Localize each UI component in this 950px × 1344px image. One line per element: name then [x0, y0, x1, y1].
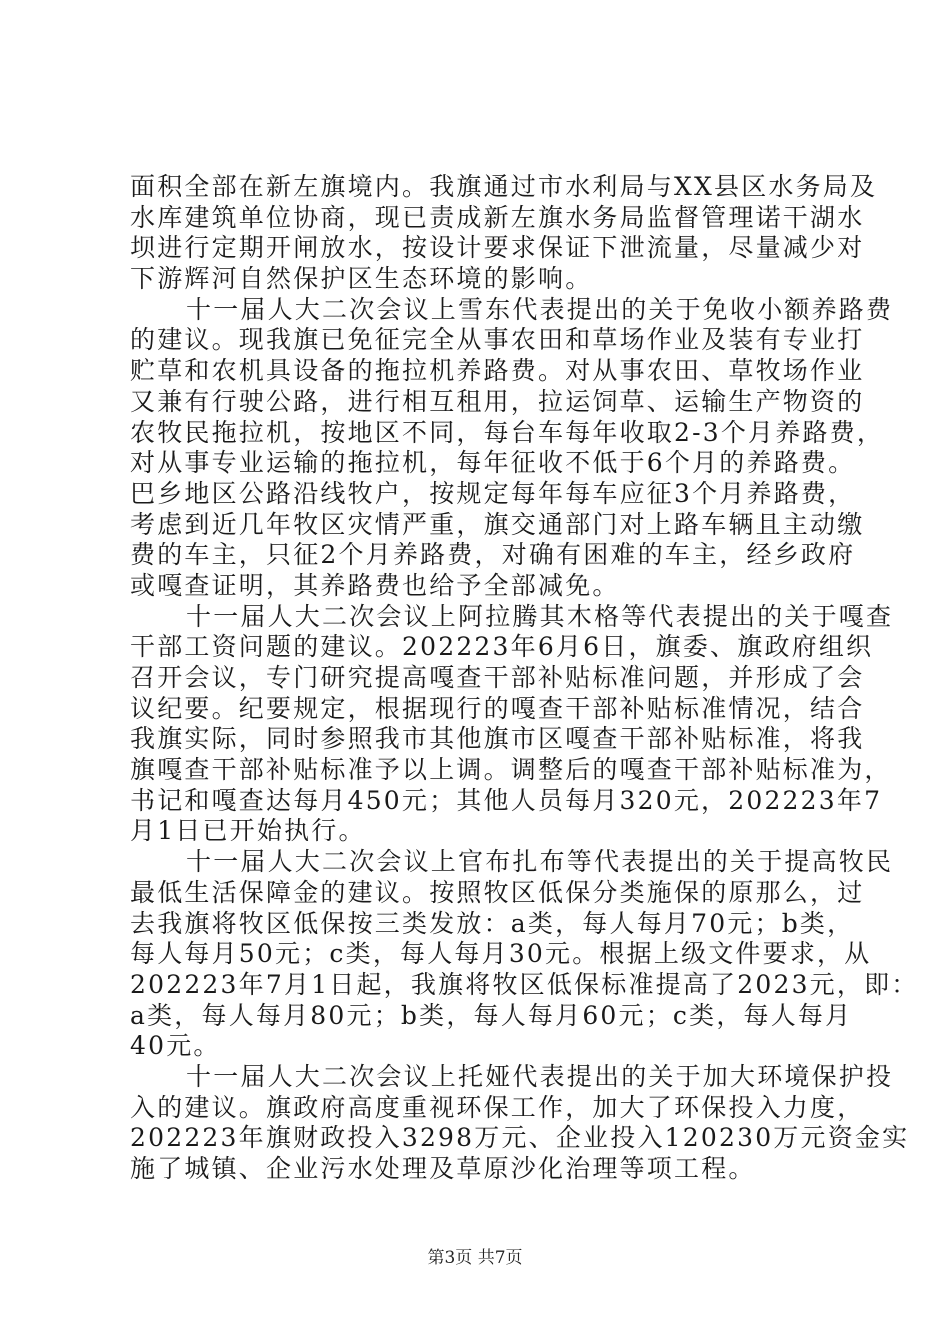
text-line: 月1日已开始执行。	[130, 816, 366, 846]
text-line: 又兼有行驶公路，进行相互租用，拉运饲草、运输生产物资的	[130, 386, 865, 416]
text-line: 对从事专业运输的拖拉机，每年征收不低于6个月的养路费。	[130, 448, 856, 478]
text-line: 施了城镇、企业污水处理及草原沙化治理等项工程。	[130, 1154, 756, 1183]
text-line: 面积全部在新左旗境内。我旗通过市水利局与XX县区水务局及	[130, 172, 878, 201]
text-line: 的建议。现我旗已免征完全从事农田和草场作业及装有专业打	[130, 325, 865, 355]
document-body	[130, 172, 919, 1185]
text-line: 十一届人大二次会议上雪东代表提出的关于免收小额养路费	[186, 294, 894, 324]
text-line: 十一届人大二次会议上托娅代表提出的关于加大环境保护投	[186, 1061, 894, 1091]
text-line: 我旗实际，同时参照我市其他旗市区嘎查干部补贴标准，将我	[130, 724, 865, 754]
text-line: 召开会议，专门研究提高嘎查干部补贴标准问题，并形成了会	[130, 663, 865, 692]
text-line: 坝进行定期开闸放水，按设计要求保证下泄流量，尽量减少对	[130, 233, 865, 263]
text-line: 入的建议。旗政府高度重视环保工作，加大了环保投入力度，	[130, 1092, 865, 1122]
text-line: 40元。	[130, 1031, 221, 1061]
text-line: 干部工资问题的建议。202223年6月6日，旗委、旗政府组织	[130, 632, 874, 662]
text-line: 下游辉河自然保护区生态环境的影响。	[130, 264, 593, 294]
paragraph	[130, 294, 894, 602]
text-line: 十一届人大二次会议上官布扎布等代表提出的关于提高牧民	[186, 847, 894, 877]
text-line: 202223年旗财政投入3298万元、企业投入120230万元资金实	[130, 1123, 910, 1153]
text-line: 旗嘎查干部补贴标准予以上调。调整后的嘎查干部补贴标准为，	[130, 755, 892, 785]
paragraph	[130, 1061, 910, 1185]
text-line: 贮草和农机具设备的拖拉机养路费。对从事农田、草牧场作业	[130, 356, 865, 386]
text-line: 书记和嘎查达每月450元；其他人员每月320元，202223年7	[130, 785, 883, 815]
text-line: 水库建筑单位协商，现已责成新左旗水务局监督管理诺干湖水	[130, 202, 865, 232]
page-footer: 第3页 共7页	[427, 1248, 523, 1268]
paragraph	[130, 601, 894, 848]
text-line: a类，每人每月80元；b类，每人每月60元；c类，每人每月	[130, 1000, 853, 1030]
text-line: 或嘎查证明，其养路费也给予全部减免。	[130, 570, 620, 600]
text-line: 202223年7月1日起，我旗将牧区低保标准提高了2023元，即：	[130, 969, 919, 999]
text-line: 考虑到近几年牧区灾情严重，旗交通部门对上路车辆且主动缴	[130, 509, 865, 539]
paragraph	[130, 847, 919, 1062]
text-line: 农牧民拖拉机，按地区不同，每台车每年收取2-3个月养路费，	[130, 417, 885, 447]
text-line: 每人每月50元；c类，每人每月30元。根据上级文件要求，从	[130, 939, 872, 969]
paragraph	[130, 172, 878, 295]
text-line: 去我旗将牧区低保按三类发放：a类，每人每月70元；b类，	[130, 908, 855, 938]
text-line: 巴乡地区公路沿线牧户，按规定每年每车应征3个月养路费，	[130, 478, 856, 508]
text-line: 最低生活保障金的建议。按照牧区低保分类施保的原那么，过	[130, 877, 865, 907]
text-line: 十一届人大二次会议上阿拉腾其木格等代表提出的关于嘎查	[186, 601, 894, 631]
text-line: 议纪要。纪要规定，根据现行的嘎查干部补贴标准情况，结合	[130, 693, 865, 723]
text-line: 费的车主，只征2个月养路费，对确有困难的车主，经乡政府	[130, 540, 856, 570]
